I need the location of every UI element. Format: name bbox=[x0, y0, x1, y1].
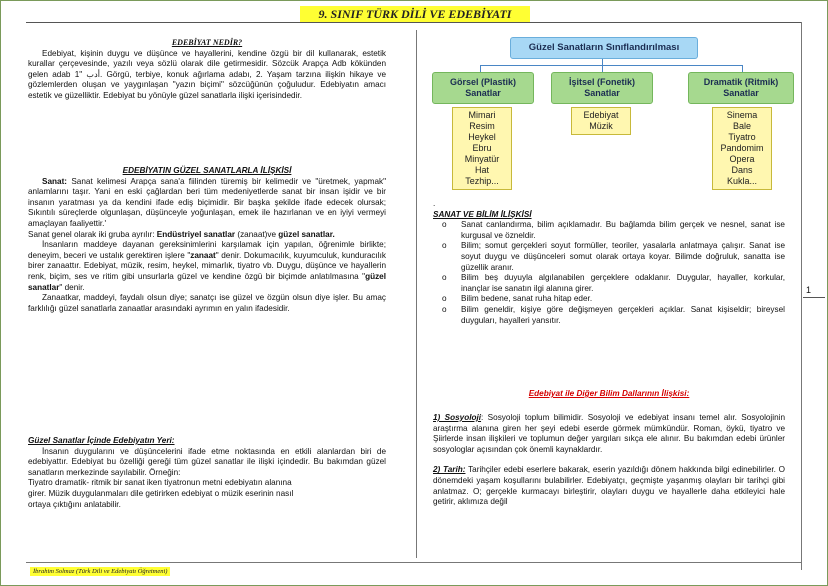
guzel-sanatlar-term: güzel sanatlar. bbox=[278, 229, 335, 239]
sanat-bilim-list bbox=[433, 220, 785, 326]
category-gorsel: Görsel (Plastik) Sanatlar bbox=[432, 72, 534, 104]
list-item: Mimari bbox=[468, 110, 496, 120]
left-column-lower bbox=[28, 166, 386, 314]
right-margin-rule bbox=[801, 22, 802, 570]
list-item: Minyatür bbox=[464, 154, 500, 164]
category-gorsel-items bbox=[452, 107, 512, 190]
page-number: 1 bbox=[806, 285, 812, 295]
category-isitsel: İşitsel (Fonetik) Sanatlar bbox=[551, 72, 653, 104]
list-item: Pandomim bbox=[720, 143, 764, 153]
edebiyatin-yeri-line-2: girer. Müzik duygulanmaları dile getirirken edebiyat o müzik eserinin nasıl bbox=[28, 488, 294, 498]
zanaat-connector-text: (zanaat)ve bbox=[235, 229, 279, 239]
list-item: o Bilim beş duyuyla algılanabilen gerçeklere odaklanır. Duygular, hayaller, korkular, inançlar ise sanatın ilgi alanına girer. bbox=[433, 273, 785, 294]
list-item: o Bilim geneldir, kişiye göre değişmeyen gerçekleri açıklar. Sanat kişiseldir; bireysel duyguları, hayalleri yansıtır. bbox=[433, 305, 785, 326]
page-header-title: 9. SINIF TÜRK DİLİ VE EDEBİYATI bbox=[300, 6, 530, 23]
list-item: o Bilim; somut gerçekleri soyut formüller, teoriler, yasalarla anlatmaya çalışır. Sanat ise soyut duygu ve düşünceleri somut olarak ortaya koyar. Bilimde doğruluk, sanatta ise güzellik aranır. bbox=[433, 241, 785, 273]
header-rule bbox=[26, 22, 802, 23]
right-column bbox=[433, 199, 785, 326]
edebiyatin-yeri-line-3: ortaya çıktığını anlatabilir. bbox=[28, 499, 121, 509]
list-item: Kukla... bbox=[726, 176, 757, 186]
edebiyatin-yeri-paragraph: İnsanın duygularını ve düşüncelerini ifade etme noktasında en etkili alanlardan biri de edebiyattır. Edebiyat bu özelliği gereği tüm güzel sanatlar ile ilişki içindedir. Bu bakımdan güzel sanatların merkezinde sayılabilir. Örneğin: bbox=[28, 446, 386, 477]
zanaatkar-paragraph: Zanaatkar, maddeyi, faydalı olsun diye; sanatçı ise güzel ve özgün olsun diye işler. Bu amaç farklılığı güzel sanatlarla zanaatlar arasındaki ayrımın en yalın ifadesidir. bbox=[28, 293, 386, 313]
section-title-edebiyatin-yeri: Güzel Sanatlar İçinde Edebiyatın Yeri: bbox=[28, 436, 175, 445]
connector-right bbox=[742, 65, 743, 72]
list-item: o Sanat canlandırma, bilim açıklamadır. Bu bağlamda bilim gerçek ve nesnel, sanat ise kurgusal ve özneldir. bbox=[433, 220, 785, 241]
list-item: Tiyatro bbox=[728, 132, 756, 142]
footer-rule bbox=[26, 562, 802, 563]
diagram-title: Güzel Sanatların Sınıflandırılması bbox=[510, 37, 698, 59]
list-item: Ebru bbox=[472, 143, 492, 153]
fine-arts-classification-diagram bbox=[430, 32, 796, 204]
sanat-definition-paragraph bbox=[28, 177, 386, 230]
list-item: Dans bbox=[731, 165, 753, 175]
stray-dot: . bbox=[433, 199, 436, 208]
page-number-rule bbox=[803, 297, 825, 298]
category-dramatik-items bbox=[712, 107, 772, 190]
tarih-paragraph bbox=[433, 465, 785, 507]
left-column-bottom bbox=[28, 436, 386, 510]
endustriyel-sanatlar-term: Endüstriyel sanatlar bbox=[156, 229, 236, 239]
left-column bbox=[28, 38, 386, 102]
sanat-groups-paragraph bbox=[28, 230, 386, 241]
list-item: Tezhip... bbox=[465, 176, 499, 186]
zanaat-text-b: " denir. Dokumacılık, kuyumculuk, kunduracılık birer zanaattır. Edebiyat, müzik, resim, heykel, mimarlık, tiyatro vb. Duygu, düşünce ve hayallerin renk, biçim, ses ve ritim gibi unsurlarla güzel ve kendine özgü bir biçimde anlatılmasına " bbox=[28, 250, 386, 281]
sanat-definition-text: Sanat kelimesi Arapça sana'a fiilinden türemiş bir kelimedir ve "üretmek, yapmak" anlamlarını taşır. Yani en eski çağlardan beri tüm medeniyetlerde sanat bir insan işidir ve bir insanın yaratması ya da kendini ifade ediş biçimidir. Bir başka şekilde ifade edecek olursak; Sıkıntılı süreçlerde olgunlaşan, düşünceyle yoğunlaşan, emek ile hazırlanan ve en iyiyi vermeyi amaçlayan faaliyettir.' bbox=[28, 176, 386, 228]
category-dramatik: Dramatik (Ritmik) Sanatlar bbox=[688, 72, 794, 104]
zanaat-text-c: " denir. bbox=[59, 282, 85, 292]
list-item: Edebiyat bbox=[583, 110, 619, 120]
list-item: Opera bbox=[729, 154, 755, 164]
sanat-label: Sanat: bbox=[42, 176, 68, 186]
section-title-sanat-bilim: SANAT VE BİLİM İLİŞKİSİ bbox=[433, 209, 532, 219]
list-item: Sinema bbox=[726, 110, 758, 120]
right-column-lower bbox=[433, 389, 785, 400]
edebiyat-definition-paragraph: Edebiyat, kişinin duygu ve düşünce ve hayallerini, kendine özgü bir dil kullanarak, estetik kurallar çerçevesinde, yazılı veya sözlü olarak dile getirmesidir. Sözcük Arapça Adb kökünden gelen adab 1" أدب. Görgü, terbiye, konuk ağırlama adabı, 2. Yaşam tarzına ilişkin hikaye ve gözlemlerden oluşan ve yaygınlaşan "yazın biçimi" sözcüğünün çoğuludur. Edebiyatın amacı estetik ve güzelliktir. Edebiyat bu yönüyle güzel sanatlarla ilişki içerisindedir. bbox=[28, 48, 386, 100]
sosyoloji-text: : Sosyoloji toplum bilimidir. Sosyoloji ve edebiyat insanı temel alır. Sosyolojinin araştırma alanına giren her şeyi edebi eserde görmek mümkündür. Roman, öykü, tiyatro ve Şiirlerde insan ilişkileri ve toplumun değer yargıları sıkça ele alınır. Bu bakımdan edebi ürünler sosyologlar açısından çok önemli kaynaklardır. bbox=[433, 413, 786, 454]
zanaat-term: zanaat bbox=[190, 250, 216, 260]
section-title-edebiyat-nedir: EDEBİYAT NEDİR? bbox=[171, 38, 243, 47]
tarih-label: 2) Tarih: bbox=[433, 465, 466, 475]
section-title-bilim-dallari: Edebiyat ile Diğer Bilim Dallarının İlişkisi: bbox=[528, 389, 690, 398]
zanaat-paragraph bbox=[28, 240, 386, 293]
list-item: Müzik bbox=[589, 121, 613, 131]
column-divider bbox=[416, 30, 417, 558]
footer-author: İbrahim Solmaz (Türk Dili ve Edebiyatı Öğretmeni) bbox=[30, 567, 170, 576]
list-item: Resim bbox=[469, 121, 495, 131]
section-title-guzel-sanatlar-iliskisi: EDEBİYATIN GÜZEL SANATLARLA İLİŞKİSİ bbox=[122, 166, 292, 175]
right-column-bottom bbox=[433, 413, 785, 508]
category-isitsel-items bbox=[571, 107, 631, 135]
list-item: o Bilim bedene, sanat ruha hitap eder. bbox=[433, 294, 785, 305]
guzel-sanatlar-term-2: güzel sanatlar bbox=[28, 271, 386, 292]
connector-middle bbox=[602, 65, 603, 72]
sosyoloji-label: 1) Sosyoloji bbox=[433, 413, 482, 422]
list-item: Bale bbox=[732, 121, 751, 131]
connector-left bbox=[480, 65, 481, 72]
sosyoloji-paragraph bbox=[433, 413, 785, 455]
zanaat-text-a: İnsanların maddeye dayanan gereksinimlerini karşılamak için yapılan, öğrenimle birlikte; deneyim, beceri ve ustalık gerektiren işlere " bbox=[28, 240, 386, 260]
connector-horizontal bbox=[480, 65, 742, 66]
list-item: Heykel bbox=[468, 132, 496, 142]
tarih-text: Tarihçiler edebi eserlere bakarak, eserin yazıldığı dönem hakkında bilgi edinebilirler. O dönemdeki yaşam koşullarını bulabilirler. Edebiyatçı, geçmişte yaşanmış olayları bir tarihçi gibi anlatmaz. O; gerçekle kurmacayı birleştirir, olayları duygu ve hayallerle daha etkileyici hale getirir, aklımıza değil bbox=[433, 465, 785, 507]
sanat-groups-text: Sanat genel olarak iki gruba ayrılır: bbox=[28, 229, 157, 239]
list-item: Hat bbox=[474, 165, 489, 175]
edebiyatin-yeri-line-1: Tiyatro dramatik- ritmik bir sanat iken tiyatronun metni edebiyatın alanına bbox=[28, 478, 292, 488]
